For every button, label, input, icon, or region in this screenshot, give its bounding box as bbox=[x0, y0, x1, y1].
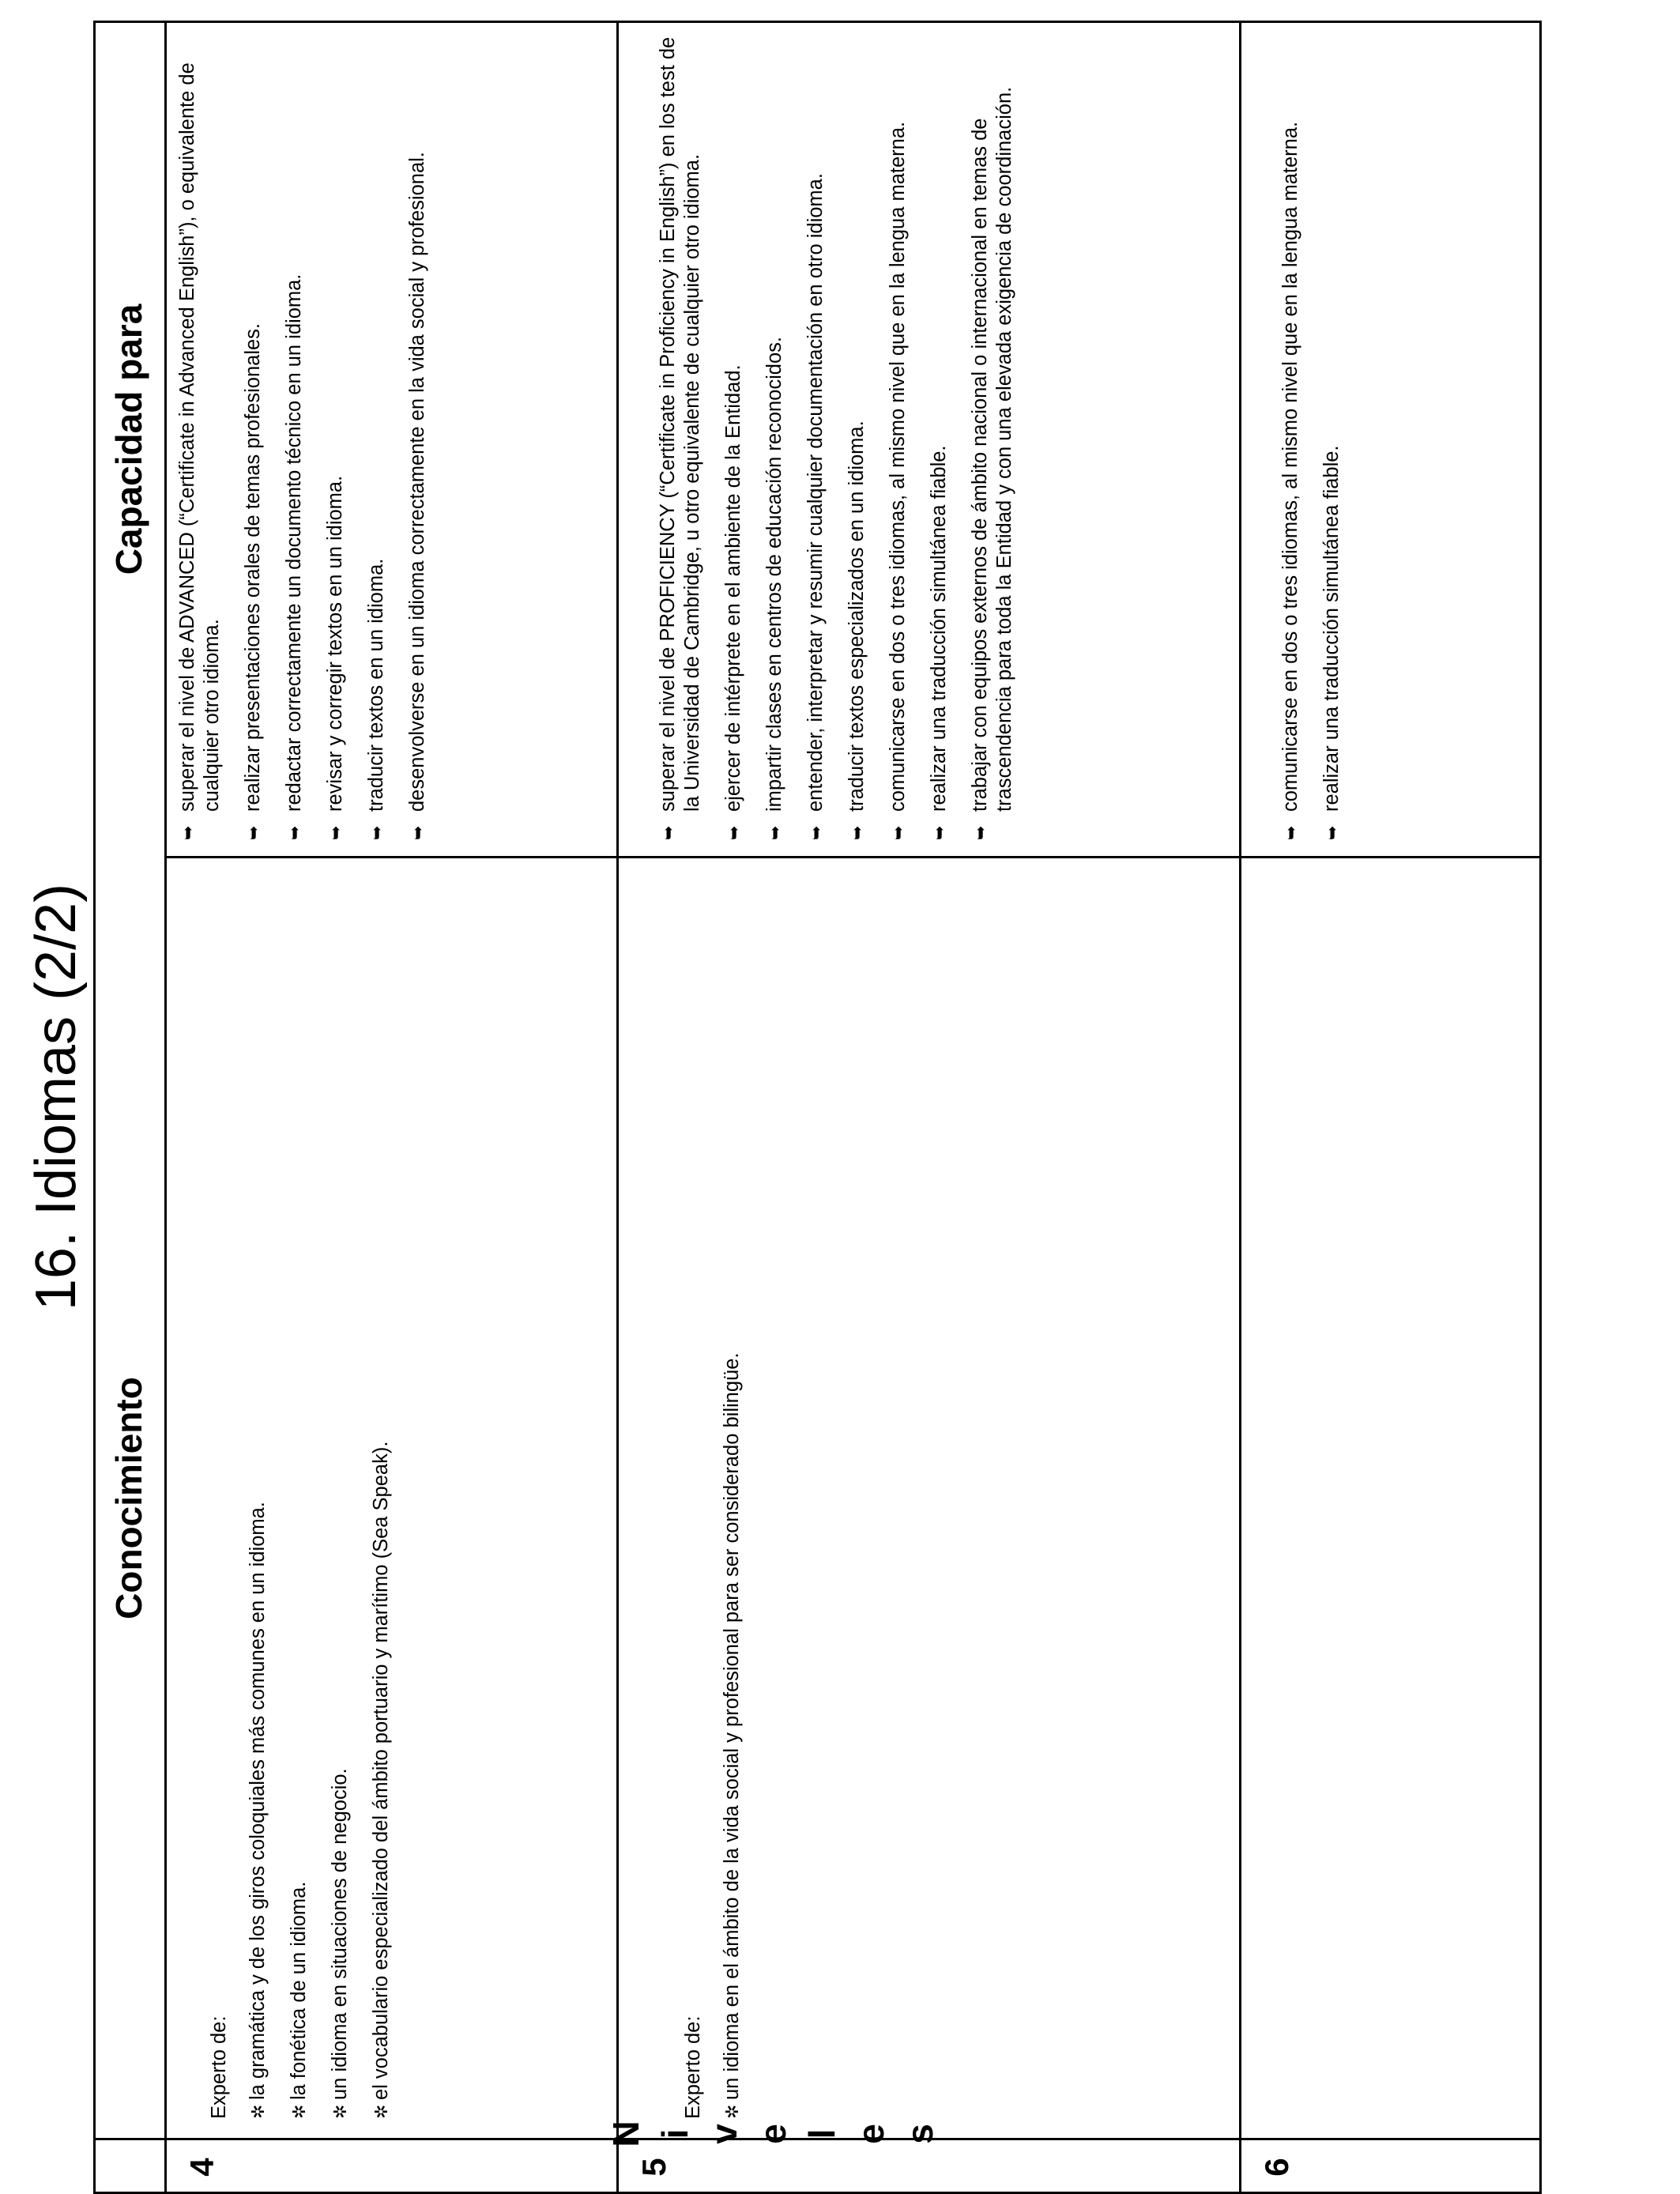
row-separator-5-6 bbox=[1239, 21, 1241, 2194]
flower-bullet-icon: ✲ bbox=[248, 2104, 268, 2119]
arrow-bullet-icon: ➥ bbox=[284, 825, 304, 840]
list-item: ➥ redactar correctamente un documento técnico en un idioma. bbox=[283, 273, 305, 840]
arrow-bullet-icon: ➥ bbox=[243, 825, 263, 840]
conocimiento-intro: Experto de: bbox=[682, 2015, 704, 2119]
list-item: ➥ entender, interpretar y resumir cualquier documentación en otro idioma. bbox=[804, 173, 827, 840]
arrow-bullet-icon: ➥ bbox=[367, 825, 386, 840]
arrow-bullet-icon: ➥ bbox=[658, 825, 678, 840]
capacidad-list bbox=[1279, 34, 1344, 840]
arrow-bullet-icon: ➥ bbox=[929, 825, 949, 840]
niveles-letter: N bbox=[605, 2120, 646, 2147]
conocimiento-capacidad-separator bbox=[164, 856, 1542, 858]
list-item: ✲ la gramática y de los giros coloquiales más comunes en un idioma. bbox=[247, 1502, 269, 2119]
row-separator-4-5 bbox=[616, 21, 619, 2194]
list-item: ➥ desenvolverse en un idioma correctamente en la vida social y profesional. bbox=[406, 152, 428, 840]
list-item: ➥ trabajar con equipos externos de ámbito nacional o internacional en temas de trascendencia para toda la Entidad y con una elevada exigencia de coordinación. bbox=[969, 86, 1015, 840]
conocimiento-list bbox=[720, 878, 744, 2119]
arrow-bullet-icon: ➥ bbox=[724, 825, 744, 840]
conocimiento-cell-level-4 bbox=[207, 878, 410, 2119]
list-item: ✲ un idioma en situaciones de negocio. bbox=[329, 1768, 351, 2119]
table-border-bottom bbox=[1539, 21, 1542, 2194]
list-item: ➥ superar el nivel de PROFICIENCY (“Certificate in Proficiency in English”) en los test de la Universidad de Cambridge, u otro equivalente de cualquier otro idioma. bbox=[657, 36, 703, 840]
arrow-bullet-icon: ➥ bbox=[847, 825, 867, 840]
list-item: ➥ realizar una traducción simultánea fiable. bbox=[928, 445, 950, 840]
list-item: ➥ superar el nivel de ADVANCED (“Certificate in Advanced English”), o equivalente de cualquier otro idioma. bbox=[176, 62, 223, 840]
list-item: ➥ impartir clases en centros de educación reconocidos. bbox=[763, 337, 785, 840]
arrow-bullet-icon: ➥ bbox=[408, 825, 428, 840]
page-title: 16. Idiomas (2/2) bbox=[24, 883, 88, 1311]
list-item: ➥ traducir textos en un idioma. bbox=[365, 558, 387, 840]
arrow-bullet-icon: ➥ bbox=[1281, 825, 1301, 840]
list-item: ✲ el vocabulario especializado del ámbito portuario y marítimo (Sea Speak). bbox=[370, 1441, 392, 2119]
flower-bullet-icon: ✲ bbox=[330, 2104, 350, 2119]
flower-bullet-icon: ✲ bbox=[371, 2104, 391, 2119]
list-item: ➥ comunicarse en dos o tres idiomas, al mismo nivel que en la lengua materna. bbox=[1279, 121, 1301, 840]
arrow-bullet-icon: ➥ bbox=[970, 825, 990, 840]
level-number-4: 4 bbox=[183, 2158, 220, 2177]
capacidad-list bbox=[656, 34, 1017, 840]
arrow-bullet-icon: ➥ bbox=[178, 825, 198, 840]
arrow-bullet-icon: ➥ bbox=[806, 825, 826, 840]
list-item: ➥ comunicarse en dos o tres idiomas, al mismo nivel que en la lengua materna. bbox=[887, 121, 909, 840]
header-conocimiento: Conocimiento bbox=[108, 1377, 149, 1619]
niveles-letter: v bbox=[703, 2124, 744, 2144]
list-item: ➥ traducir textos especializados en un idioma. bbox=[846, 420, 868, 840]
niveles-letter: e bbox=[850, 2124, 891, 2144]
flower-bullet-icon: ✲ bbox=[289, 2104, 309, 2119]
list-item: ➥ realizar presentaciones orales de temas profesionales. bbox=[242, 322, 264, 840]
conocimiento-cell-level-5 bbox=[681, 878, 761, 2119]
flower-bullet-icon: ✲ bbox=[722, 2104, 742, 2119]
level-column-separator bbox=[164, 2138, 1542, 2140]
arrow-bullet-icon: ➥ bbox=[888, 825, 908, 840]
conocimiento-intro: Experto de: bbox=[208, 2015, 230, 2119]
niveles-header bbox=[93, 2140, 164, 2194]
conocimiento-list bbox=[246, 878, 394, 2119]
capacidad-cell-level-6 bbox=[1279, 34, 1361, 840]
niveles-letter: i bbox=[654, 2128, 695, 2139]
list-item: ➥ realizar una traducción simultánea fiable. bbox=[1320, 445, 1343, 840]
arrow-bullet-icon: ➥ bbox=[765, 825, 785, 840]
list-item: ✲ un idioma en el ámbito de la vida social y profesional para ser considerado bilingüe. bbox=[721, 1352, 743, 2119]
list-item: ➥ ejercer de intérprete en el ambiente de la Entidad. bbox=[722, 364, 744, 840]
list-item: ➥ revisar y corregir textos en un idioma. bbox=[324, 475, 346, 840]
level-number-6: 6 bbox=[1258, 2158, 1295, 2177]
arrow-bullet-icon: ➥ bbox=[1322, 825, 1342, 840]
table-border-right bbox=[93, 21, 1542, 23]
header-separator bbox=[164, 21, 167, 2194]
niveles-letter: l bbox=[801, 2128, 842, 2139]
header-capacidad: Capacidad para bbox=[108, 303, 149, 575]
capacidad-list bbox=[175, 34, 430, 840]
niveles-letter: s bbox=[899, 2124, 940, 2144]
niveles-letter: e bbox=[752, 2124, 793, 2144]
capacidad-cell-level-4 bbox=[175, 34, 446, 840]
capacidad-cell-level-5 bbox=[656, 34, 1034, 840]
arrow-bullet-icon: ➥ bbox=[326, 825, 345, 840]
level-number-5: 5 bbox=[635, 2158, 672, 2177]
list-item: ✲ la fonética de un idioma. bbox=[288, 1881, 310, 2119]
